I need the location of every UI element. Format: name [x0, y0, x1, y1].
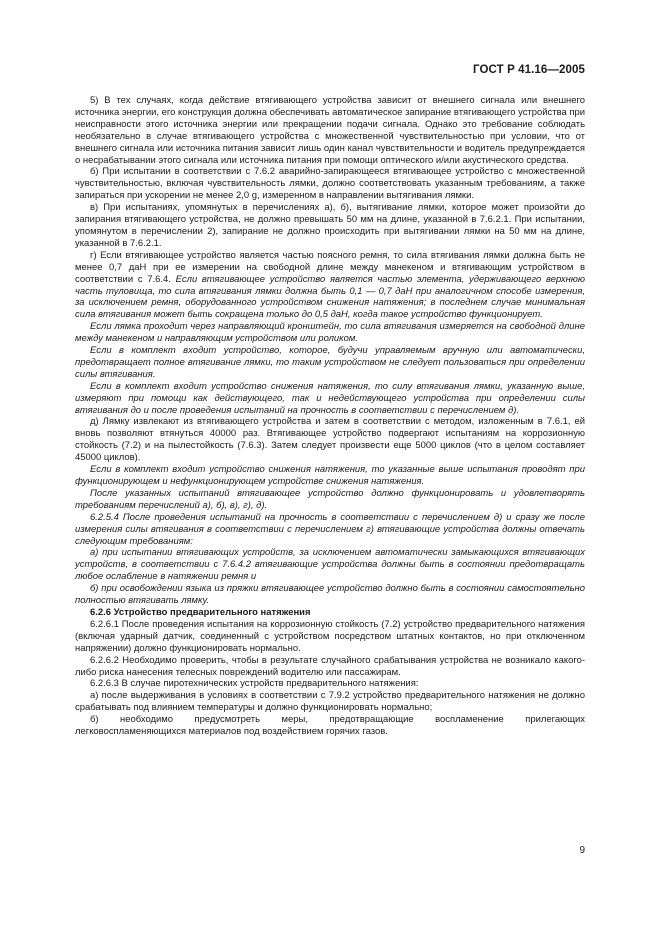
paragraph: а) после выдерживания в условиях в соответствии с 7.9.2 устройство предварительного натяжения не должно срабатывать под влиянием температуры и должно функционировать нормально; [75, 690, 585, 714]
paragraph-text: г) Если втягивающее устройство является частью поясного ремня, то сила втягивания лямки должна быть не менее 0,7 даН при ее измерении на свободной длине между манекеном и втягивающим устройством в соответствии с 7.6.4. [75, 249, 585, 285]
paragraph: 6.2.6.2 Необходимо проверить, чтобы в результате случайного срабатывания устройства не возникало какого-либо риска нанесения телесных повреждений водителю или пассажирам. [75, 654, 585, 678]
paragraph: 6.2.6.1 После проведения испытания на коррозионную стойкость (7.2) устройство предварительного натяжения (включая ударный датчик, соединенный с устройством посредством штатных контактов, но при отключенном напряжении) должно функционировать нормально. [75, 618, 585, 654]
page-number: 9 [579, 845, 585, 856]
paragraph: д) Лямку извлекают из втягивающего устройства и затем в соответствии с методом, изложенным в 7.6.1, ей вновь позволяют втянуться 40000 раз. Втягивающее устройство подвергают испытаниям на коррозионную стойкость (7.2) и на пылестойкость (7.6.3). Затем следует произвести еще 5000 циклов (что в целом составляет 45000 циклов). [75, 416, 585, 464]
paragraph: Если в комплект входит устройство снижения натяжения, то силу втягивания лямки, указанную выше, измеряют при помощи как действующего, так и недействующего устройства при определении силы втягивания до и после проведения испытаний на прочность в соответствии с перечислением д). [75, 380, 585, 416]
paragraph: Если в комплект входит устройство, которое, будучи управляемым вручную или автоматически, предотвращает полное втягивание лямки, то таким устройством не следует пользоваться при определении силы втягивания. [75, 345, 585, 380]
paragraph: 5) В тех случаях, когда действие втягивающего устройства зависит от внешнего сигнала или внешнего источника энергии, его конструкция должна обеспечивать автоматическое запирание втягивающего устройства при неисправности этого источника энергии или прекращении подачи сигнала. Однако это требование соблюдать необязательно в случае втягивающего устройства с множественной чувствительностью при условии, что от внешнего сигнала или источника питания зависит лишь один канал чувствительности и водитель предупреждается о несрабатывании этого сигнала или источника питания при помощи оптического и/или акустического средства. [75, 95, 585, 166]
section-heading: 6.2.6 Устройство предварительного натяжения [90, 606, 311, 618]
paragraph: б) При испытании в соответствии с 7.6.2 аварийно-запирающееся втягивающее устройство с множественной чувствительностью, включая чувствительность лямки, должно соответствовать указанным требованиям, а также запираться при ускорении не менее 2,0 g, измеренном в направлении вытягивания лямки. [75, 166, 585, 202]
page-header: ГОСТ Р 41.16—2005 [473, 64, 585, 76]
paragraph: 6.2.5.4 После проведения испытаний на прочность в соответствии с перечислением д) и сразу же после измерения силы втягивания в соответствии с перечислением г) втягивающие устройства должны отвечать следующим требованиям: [75, 511, 585, 547]
paragraph [75, 250, 585, 321]
paragraph: б) при освобождении языка из пряжки втягивающее устройство должно быть в состоянии самостоятельно полностью втягивать лямку. [75, 583, 585, 607]
document-body [75, 95, 585, 738]
paragraph: После указанных испытаний втягивающее устройство должно функционировать и удовлетворять требованиям перечислений а), б), в), г), д). [75, 487, 585, 511]
paragraph-italic-text: Если втягивающее устройство является частью элемента, удерживающего верхнюю часть туловища, то сила втягивания лямки должна быть 0,1 — 0,7 даН при аналогичном способе измерения, за исключением ремня, оборудованного устройством снижения натяжения; в последнем случае минимальная сила втягивания может быть сокращена только до 0,5 даН, когда такое устройство функционирует. [75, 273, 586, 321]
paragraph: Если лямка проходит через направляющий кронштейн, то сила втягивания измеряется на свободной длине между манекеном и направляющим устройством или роликом. [75, 321, 585, 345]
paragraph: в) При испытаниях, упомянутых в перечислениях а), б), вытягивание лямки, которое может произойти до запирания втягивающего устройства, не должно превышать 50 мм на длине, указанной в 7.6.2.1. При испытании, упомянутом в перечислении 2), запирание не должно происходить при вытягивании лямки на 50 мм на длине, указанной в 7.6.2.1. [75, 202, 585, 249]
paragraph: 6.2.6.3 В случае пиротехнических устройств предварительного натяжения: [90, 678, 419, 690]
paragraph: а) при испытании втягивающих устройств, за исключением автоматически замыкающихся втягивающих устройств, в соответствии с 7.6.4.2 втягивающие устройства должны быть в состоянии предотвращать любое ослабление в натяжении ремня и [75, 547, 585, 583]
paragraph: Если в комплект входит устройство снижения натяжения, то указанные выше испытания проводят при функционирующем и нефункционирующем устройстве снижения натяжения. [75, 464, 585, 487]
paragraph: б) необходимо предусмотреть меры, предотвращающие воспламенение прилегающих легковоспламеняющихся материалов под воздействием горячих газов. [75, 714, 585, 738]
